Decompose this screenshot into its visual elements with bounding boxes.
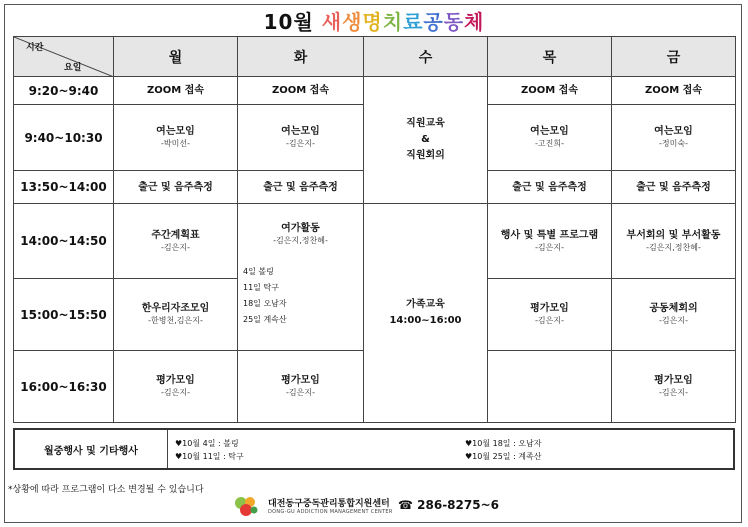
title-char: 료 — [403, 10, 424, 34]
event-staff: -김은지- — [286, 388, 315, 397]
title-char: 생 — [342, 10, 363, 34]
title-char: 공 — [423, 10, 444, 34]
cell-thu-0: ZOOM 접속 — [488, 77, 612, 105]
event-title: 평가모임 — [530, 303, 569, 314]
event-staff: -김은지- — [659, 388, 688, 397]
wed-family-education: 가족교육 — [406, 299, 445, 310]
header-row — [14, 37, 736, 77]
title-char: 체 — [464, 10, 485, 34]
time-cell: 16:00~16:30 — [14, 351, 114, 423]
event-staff: -고진희- — [535, 139, 564, 148]
cell-mon-3 — [114, 204, 238, 279]
phone-number-block — [398, 498, 499, 512]
cell-tue-3 — [238, 204, 364, 351]
center-logo-icon — [232, 494, 260, 518]
time-cell: 13:50~14:00 — [14, 171, 114, 204]
corner-time-label: 시간 — [26, 43, 44, 53]
day-header-fri: 금 — [612, 37, 736, 77]
cell-tue-0: ZOOM 접속 — [238, 77, 364, 105]
leisure-item: 25일 계속산 — [243, 315, 287, 324]
monthly-events-box — [13, 428, 735, 470]
monthly-events-left — [175, 437, 244, 463]
page-title — [0, 6, 748, 32]
event-staff: -김은지,정찬혜- — [646, 242, 701, 252]
event-staff: -김은지- — [659, 316, 688, 325]
cell-mon-1 — [114, 105, 238, 171]
monthly-event-item: ♥10월 11일 : 탁구 — [175, 452, 244, 461]
time-cell: 9:20~9:40 — [14, 77, 114, 105]
wed-staff-training: 직원교육 — [406, 118, 445, 129]
event-title: 행사 및 특별 프로그램 — [500, 229, 599, 241]
event-staff: -김은지- — [161, 388, 190, 397]
phone-number: 286-8275~6 — [417, 498, 499, 512]
org-name: 대전동구중독관리통합지원센터 — [268, 499, 390, 509]
event-title: 평가모임 — [281, 375, 320, 386]
cell-tue-1 — [238, 105, 364, 171]
event-staff: -김은지- — [535, 316, 564, 325]
title-char: 치 — [382, 10, 404, 34]
cell-fri-3 — [612, 204, 736, 279]
cell-mon-0: ZOOM 접속 — [114, 77, 238, 105]
wed-ampersand: & — [421, 134, 430, 145]
title-month: 10월 — [263, 10, 314, 34]
schedule-table — [13, 36, 736, 423]
table-row — [14, 77, 736, 105]
event-title: 한우리자조모임 — [141, 303, 210, 314]
cell-thu-1 — [488, 105, 612, 171]
event-staff: -정미숙- — [659, 139, 688, 148]
cell-wed-morning — [364, 77, 488, 204]
event-title: 여는모임 — [654, 126, 693, 137]
event-staff: -박미선- — [161, 139, 190, 148]
phone-icon: ☎ — [398, 498, 413, 512]
event-staff: -김은지,정찬혜- — [273, 236, 328, 245]
title-char: 새 — [321, 10, 343, 34]
time-cell: 9:40~10:30 — [14, 105, 114, 171]
event-title: 여가활동 — [281, 223, 320, 234]
title-text — [322, 10, 485, 34]
cell-tue-2: 출근 및 음주측정 — [238, 171, 364, 204]
cell-mon-4 — [114, 279, 238, 351]
cell-fri-2: 출근 및 음주측정 — [612, 171, 736, 204]
cell-thu-4 — [488, 279, 612, 351]
org-english-name: DONG-GU ADDICTION MANAGEMENT CENTER — [268, 509, 393, 515]
monthly-events-right — [465, 437, 542, 463]
cell-thu-3 — [488, 204, 612, 279]
title-char: 동 — [443, 10, 465, 34]
cell-mon-2: 출근 및 음주측정 — [114, 171, 238, 204]
leisure-item: 11일 탁구 — [243, 283, 279, 292]
time-cell: 15:00~15:50 — [14, 279, 114, 351]
day-header-tue: 화 — [238, 37, 364, 77]
day-header-thu: 목 — [488, 37, 612, 77]
event-title: 여는모임 — [530, 126, 569, 137]
event-title: 주간계획표 — [151, 229, 200, 241]
event-title: 공동체회의 — [649, 303, 698, 314]
event-staff: -김은지- — [161, 242, 190, 252]
event-title: 여는모임 — [156, 126, 195, 137]
event-staff: -김은지- — [286, 139, 315, 148]
cell-fri-4 — [612, 279, 736, 351]
monthly-event-item: ♥10월 25일 : 계족산 — [465, 452, 542, 461]
monthly-event-item: ♥10월 4일 : 볼링 — [175, 439, 239, 448]
cell-mon-5 — [114, 351, 238, 423]
cell-thu-2: 출근 및 음주측정 — [488, 171, 612, 204]
event-title: 여는모임 — [281, 126, 320, 137]
corner-cell — [14, 37, 114, 77]
cell-fri-0: ZOOM 접속 — [612, 77, 736, 105]
event-staff: -김은지- — [535, 242, 564, 252]
day-header-wed: 수 — [364, 37, 488, 77]
leisure-schedule — [238, 242, 363, 328]
cell-wed-afternoon — [364, 204, 488, 423]
cell-fri-1 — [612, 105, 736, 171]
event-title: 부서회의 및 부서활동 — [626, 229, 721, 241]
corner-day-label: 요일 — [64, 63, 82, 73]
title-char: 명 — [362, 10, 383, 34]
leisure-item: 18일 오남자 — [243, 299, 287, 308]
time-cell: 14:00~14:50 — [14, 204, 114, 279]
event-staff: -한병천,김은지- — [148, 316, 203, 325]
wed-family-education-time: 14:00~16:00 — [389, 315, 462, 326]
tue-leisure-block — [238, 204, 363, 245]
monthly-events-label: 월중행사 및 기타행사 — [15, 430, 168, 468]
cell-fri-5 — [612, 351, 736, 423]
day-header-mon: 월 — [114, 37, 238, 77]
leisure-item: 4일 볼링 — [243, 267, 274, 276]
event-title: 평가모임 — [654, 375, 693, 386]
wed-staff-meeting: 직원회의 — [406, 150, 445, 161]
monthly-event-item: ♥10월 18일 : 오남자 — [465, 439, 542, 448]
event-title: 평가모임 — [156, 375, 195, 386]
cell-thu-5 — [488, 351, 612, 423]
cell-tue-5 — [238, 351, 364, 423]
change-notice: *상황에 따라 프로그램이 다소 변경될 수 있습니다 — [8, 485, 204, 495]
table-row — [14, 204, 736, 279]
